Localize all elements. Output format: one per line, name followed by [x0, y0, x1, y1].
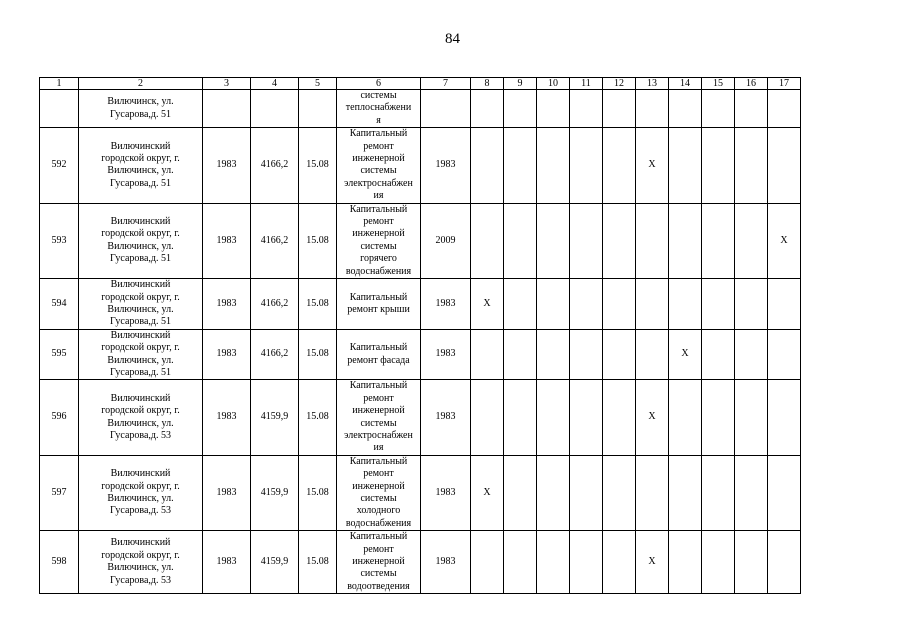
work-type-cell — [337, 90, 421, 128]
empty-cell — [570, 380, 603, 455]
year-cell-text: 1983 — [435, 486, 456, 498]
row-number-text: 593 — [51, 234, 67, 246]
empty-cell — [669, 203, 702, 278]
empty-cell — [702, 531, 735, 594]
empty-cell — [768, 279, 801, 330]
year-built-cell — [203, 90, 251, 128]
mark-cell — [669, 329, 702, 380]
empty-cell — [702, 128, 735, 203]
work-type-cell-text: Капитальный ремонт инженерной системы холодного водоснабжения — [345, 455, 412, 529]
work-type-cell — [337, 380, 421, 455]
area-cell — [251, 279, 299, 330]
year-built-cell — [203, 455, 251, 530]
empty-cell — [702, 455, 735, 530]
year-built-cell — [203, 203, 251, 278]
work-type-cell — [337, 329, 421, 380]
empty-cell — [603, 90, 636, 128]
year-cell-text: 1983 — [435, 556, 456, 568]
empty-cell — [603, 455, 636, 530]
empty-cell — [504, 128, 537, 203]
empty-cell — [570, 203, 603, 278]
table-row — [40, 90, 801, 128]
empty-cell — [570, 531, 603, 594]
address-cell — [79, 128, 203, 203]
year-cell-text: 1983 — [435, 159, 456, 171]
row-number — [40, 329, 79, 380]
address-cell-text: Вилючинский городской округ, г. Вилючинск, ул. Гусарова,д. 51 — [101, 279, 180, 328]
empty-cell — [537, 455, 570, 530]
column-header-1: 1 — [40, 78, 79, 90]
empty-cell — [471, 329, 504, 380]
empty-cell — [735, 531, 768, 594]
area-cell-text: 4166,2 — [260, 159, 289, 171]
code-cell-text: 15.08 — [306, 234, 329, 246]
mark-cell — [471, 455, 504, 530]
year-built-cell — [203, 531, 251, 594]
empty-cell — [471, 90, 504, 128]
column-header-15: 15 — [702, 78, 735, 90]
code-cell-text: 15.08 — [306, 486, 329, 498]
address-cell-text: Вилючинск, ул. Гусарова,д. 51 — [107, 96, 174, 120]
mark-cell — [636, 531, 669, 594]
row-number-text: 594 — [51, 297, 67, 309]
empty-cell — [603, 329, 636, 380]
column-header-17: 17 — [768, 78, 801, 90]
empty-cell — [537, 329, 570, 380]
mark-cell — [636, 128, 669, 203]
address-cell-text: Вилючинский городской округ, г. Вилючинск, ул. Гусарова,д. 51 — [101, 329, 180, 378]
address-cell — [79, 531, 203, 594]
empty-cell — [603, 279, 636, 330]
code-cell — [299, 455, 337, 530]
empty-cell — [669, 279, 702, 330]
mark-cell — [636, 380, 669, 455]
mark-x: X — [681, 348, 689, 360]
column-header-7: 7 — [421, 78, 471, 90]
empty-cell — [702, 279, 735, 330]
address-cell — [79, 203, 203, 278]
area-cell — [251, 455, 299, 530]
column-header-8: 8 — [471, 78, 504, 90]
code-cell-text: 15.08 — [306, 297, 329, 309]
work-type-cell — [337, 531, 421, 594]
year-cell — [421, 90, 471, 128]
empty-cell — [570, 329, 603, 380]
empty-cell — [669, 90, 702, 128]
empty-cell — [636, 279, 669, 330]
address-cell — [79, 279, 203, 330]
empty-cell — [768, 380, 801, 455]
empty-cell — [636, 203, 669, 278]
code-cell — [299, 128, 337, 203]
empty-cell — [471, 203, 504, 278]
work-type-cell — [337, 128, 421, 203]
area-cell — [251, 380, 299, 455]
column-header-2: 2 — [79, 78, 203, 90]
empty-cell — [702, 380, 735, 455]
empty-cell — [537, 279, 570, 330]
code-cell — [299, 329, 337, 380]
work-type-cell — [337, 279, 421, 330]
area-cell — [251, 531, 299, 594]
row-number-text: 597 — [51, 486, 67, 498]
empty-cell — [603, 128, 636, 203]
year-cell-text: 2009 — [435, 234, 456, 246]
column-header-13: 13 — [636, 78, 669, 90]
area-cell — [251, 329, 299, 380]
empty-cell — [768, 329, 801, 380]
year-cell — [421, 531, 471, 594]
column-header-9: 9 — [504, 78, 537, 90]
year-cell-text: 1983 — [435, 297, 456, 309]
empty-cell — [570, 455, 603, 530]
empty-cell — [603, 203, 636, 278]
column-header-12: 12 — [603, 78, 636, 90]
row-number — [40, 203, 79, 278]
work-type-cell-text: Капитальный ремонт крыши — [347, 291, 410, 315]
mark-cell — [471, 279, 504, 330]
code-cell — [299, 380, 337, 455]
empty-cell — [768, 531, 801, 594]
empty-cell — [735, 279, 768, 330]
year-built-cell-text: 1983 — [216, 234, 237, 246]
empty-cell — [735, 455, 768, 530]
row-number — [40, 380, 79, 455]
table-row — [40, 329, 801, 380]
address-cell-text: Вилючинский городской округ, г. Вилючинск, ул. Гусарова,д. 51 — [101, 216, 180, 265]
empty-cell — [768, 90, 801, 128]
year-cell-text: 1983 — [435, 348, 456, 360]
area-cell-text: 4159,9 — [260, 411, 289, 423]
empty-cell — [471, 531, 504, 594]
empty-cell — [537, 203, 570, 278]
year-built-cell-text: 1983 — [216, 486, 237, 498]
year-built-cell-text: 1983 — [216, 159, 237, 171]
empty-cell — [636, 455, 669, 530]
column-header-6: 6 — [337, 78, 421, 90]
year-cell — [421, 128, 471, 203]
area-cell-text: 4166,2 — [260, 348, 289, 360]
empty-cell — [537, 531, 570, 594]
code-cell — [299, 90, 337, 128]
year-cell — [421, 203, 471, 278]
empty-cell — [768, 128, 801, 203]
work-type-cell-text: Капитальный ремонт инженерной системы электроснабжен ия — [344, 128, 413, 202]
empty-cell — [537, 128, 570, 203]
work-type-cell — [337, 203, 421, 278]
empty-cell — [504, 279, 537, 330]
table-row — [40, 531, 801, 594]
address-cell — [79, 329, 203, 380]
code-cell — [299, 531, 337, 594]
empty-cell — [702, 329, 735, 380]
table-row — [40, 380, 801, 455]
year-built-cell — [203, 279, 251, 330]
empty-cell — [603, 380, 636, 455]
empty-cell — [669, 380, 702, 455]
year-built-cell — [203, 329, 251, 380]
address-cell-text: Вилючинский городской округ, г. Вилючинск, ул. Гусарова,д. 53 — [101, 537, 180, 586]
mark-cell — [768, 203, 801, 278]
empty-cell — [636, 329, 669, 380]
empty-cell — [669, 455, 702, 530]
column-header-10: 10 — [537, 78, 570, 90]
row-number-text: 596 — [51, 411, 67, 423]
code-cell-text: 15.08 — [306, 556, 329, 568]
table-row — [40, 128, 801, 203]
area-cell-text: 4166,2 — [260, 297, 289, 309]
year-built-cell — [203, 380, 251, 455]
empty-cell — [735, 329, 768, 380]
row-number — [40, 531, 79, 594]
empty-cell — [603, 531, 636, 594]
area-cell — [251, 203, 299, 278]
address-cell — [79, 455, 203, 530]
column-header-5: 5 — [299, 78, 337, 90]
column-header-3: 3 — [203, 78, 251, 90]
code-cell-text: 15.08 — [306, 348, 329, 360]
address-cell — [79, 380, 203, 455]
table-row — [40, 455, 801, 530]
empty-cell — [504, 531, 537, 594]
work-type-cell-text: Капитальный ремонт инженерной системы горячего водоснабжения — [345, 203, 412, 277]
mark-x: X — [483, 486, 491, 498]
row-number — [40, 90, 79, 128]
year-built-cell-text: 1983 — [216, 556, 237, 568]
code-cell — [299, 279, 337, 330]
area-cell — [251, 128, 299, 203]
empty-cell — [702, 203, 735, 278]
year-cell — [421, 279, 471, 330]
empty-cell — [735, 203, 768, 278]
empty-cell — [669, 531, 702, 594]
empty-cell — [504, 203, 537, 278]
code-cell-text: 15.08 — [306, 159, 329, 171]
empty-cell — [735, 380, 768, 455]
work-type-cell-text: системы теплоснабжени я — [345, 90, 412, 126]
year-built-cell-text: 1983 — [216, 297, 237, 309]
empty-cell — [537, 380, 570, 455]
row-number — [40, 279, 79, 330]
mark-x: X — [648, 411, 656, 423]
work-type-cell-text: Капитальный ремонт инженерной системы электроснабжен ия — [344, 380, 413, 454]
code-cell-text: 15.08 — [306, 411, 329, 423]
column-header-4: 4 — [251, 78, 299, 90]
empty-cell — [504, 380, 537, 455]
area-cell-text: 4159,9 — [260, 486, 289, 498]
empty-cell — [735, 128, 768, 203]
empty-cell — [537, 90, 570, 128]
work-type-cell — [337, 455, 421, 530]
empty-cell — [570, 128, 603, 203]
empty-cell — [702, 90, 735, 128]
empty-cell — [570, 90, 603, 128]
mark-x: X — [648, 556, 656, 568]
row-number — [40, 455, 79, 530]
row-number-text: 592 — [51, 159, 67, 171]
year-cell — [421, 329, 471, 380]
column-header-11: 11 — [570, 78, 603, 90]
empty-cell — [768, 455, 801, 530]
area-cell-text: 4159,9 — [260, 556, 289, 568]
column-header-14: 14 — [669, 78, 702, 90]
code-cell — [299, 203, 337, 278]
year-built-cell — [203, 128, 251, 203]
row-number-text: 598 — [51, 556, 67, 568]
table-row — [40, 279, 801, 330]
work-type-cell-text: Капитальный ремонт фасада — [347, 342, 410, 366]
row-number-text: 595 — [51, 348, 67, 360]
mark-x: X — [483, 297, 491, 309]
year-built-cell-text: 1983 — [216, 348, 237, 360]
work-type-cell-text: Капитальный ремонт инженерной системы водоотведения — [347, 531, 410, 592]
capital-repair-table — [39, 77, 801, 594]
area-cell — [251, 90, 299, 128]
empty-cell — [504, 455, 537, 530]
year-cell-text: 1983 — [435, 411, 456, 423]
empty-cell — [735, 90, 768, 128]
empty-cell — [570, 279, 603, 330]
empty-cell — [471, 380, 504, 455]
empty-cell — [636, 90, 669, 128]
address-cell-text: Вилючинский городской округ, г. Вилючинск, ул. Гусарова,д. 51 — [101, 140, 180, 189]
empty-cell — [669, 128, 702, 203]
empty-cell — [504, 90, 537, 128]
row-number — [40, 128, 79, 203]
address-cell — [79, 90, 203, 128]
year-built-cell-text: 1983 — [216, 411, 237, 423]
address-cell-text: Вилючинский городской округ, г. Вилючинск, ул. Гусарова,д. 53 — [101, 468, 180, 517]
table-row — [40, 203, 801, 278]
column-header-16: 16 — [735, 78, 768, 90]
mark-x: X — [648, 159, 656, 171]
header-row — [40, 78, 801, 90]
empty-cell — [471, 128, 504, 203]
mark-x: X — [780, 234, 788, 246]
page-number: 84 — [445, 31, 460, 47]
year-cell — [421, 455, 471, 530]
year-cell — [421, 380, 471, 455]
area-cell-text: 4166,2 — [260, 234, 289, 246]
address-cell-text: Вилючинский городской округ, г. Вилючинск, ул. Гусарова,д. 53 — [101, 392, 180, 441]
empty-cell — [504, 329, 537, 380]
